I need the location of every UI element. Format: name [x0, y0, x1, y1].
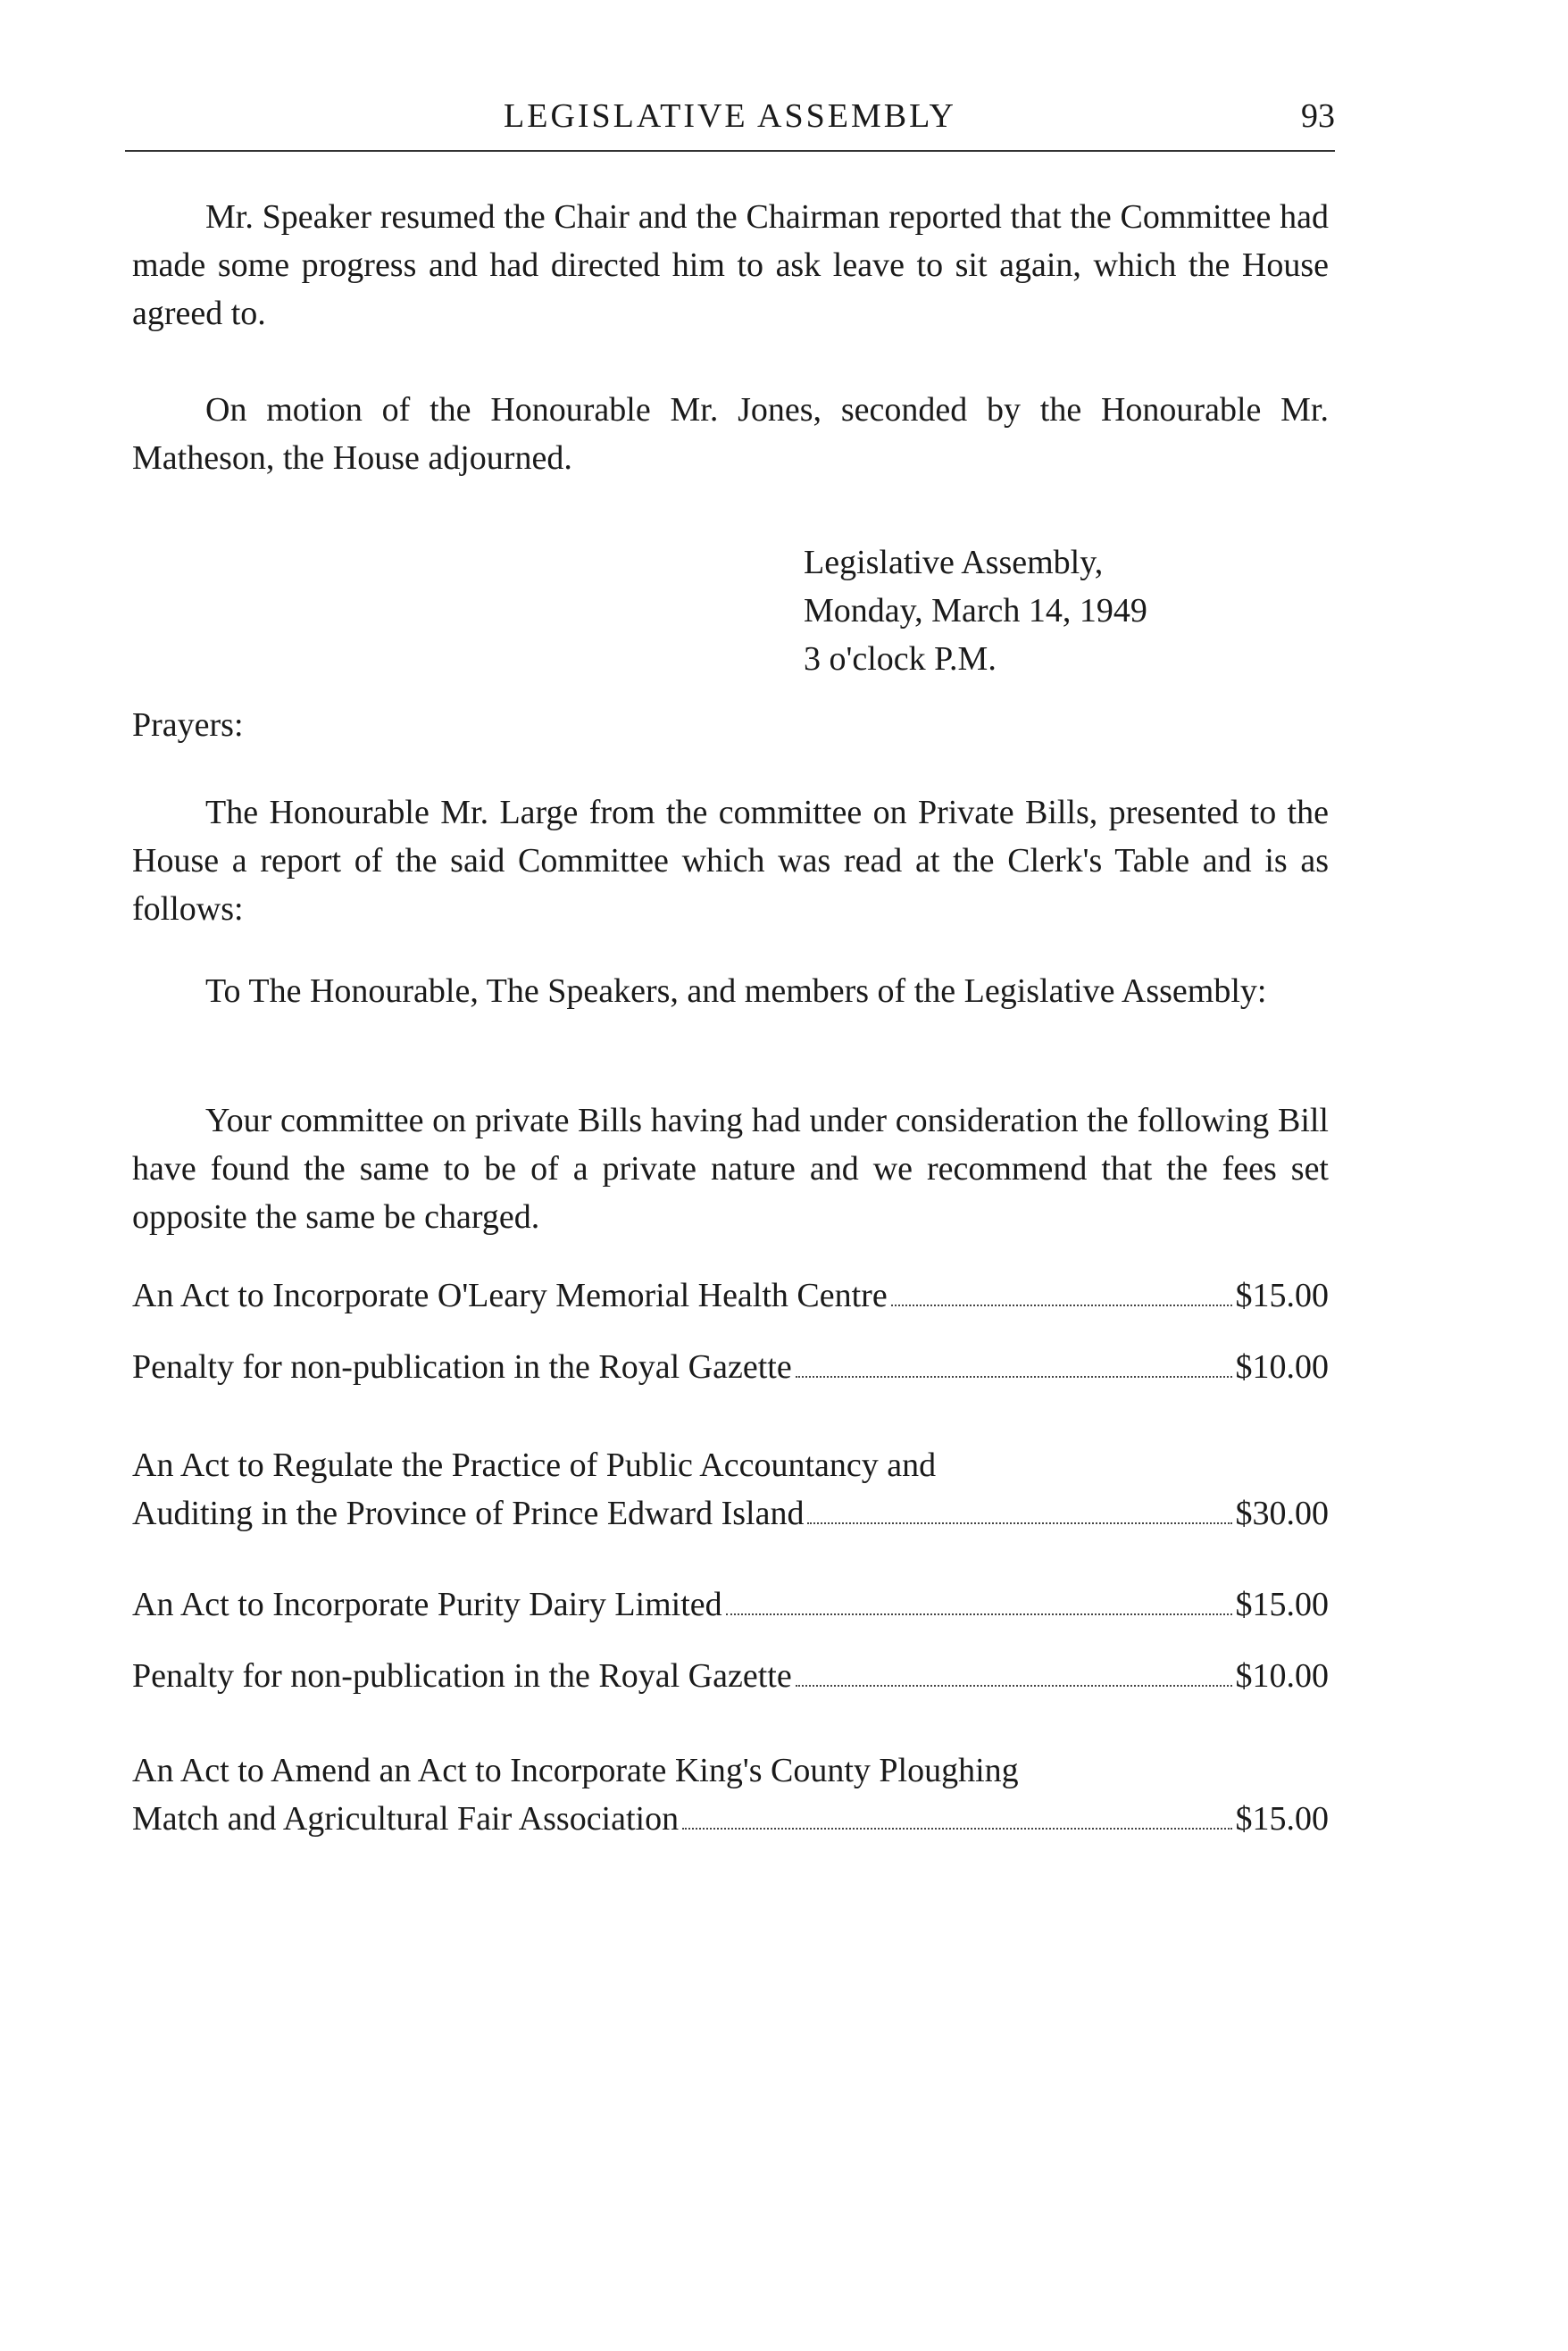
dot-leader: [726, 1613, 1232, 1615]
fee-description: Penalty for non-publication in the Royal Gazette: [132, 1657, 792, 1695]
fee-description-line1: An Act to Regulate the Practice of Public Accountancy and: [132, 1446, 937, 1484]
fee-item: [132, 1652, 1329, 1700]
paragraph-text: To The Honourable, The Speakers, and members of the Legislative Assembly:: [205, 972, 1267, 1010]
report-body-paragraph: [132, 1096, 1329, 1241]
adjournment-paragraph: [132, 386, 1329, 482]
fee-amount: $10.00: [1235, 1657, 1329, 1695]
fee-description: An Act to Incorporate O'Leary Memorial Health Centre: [132, 1277, 888, 1314]
dateline-time: 3 o'clock P.M.: [804, 640, 997, 678]
fee-amount: $15.00: [1235, 1586, 1329, 1623]
fee-amount: $15.00: [1235, 1800, 1329, 1838]
dot-leader: [682, 1828, 1231, 1830]
fee-description: Auditing in the Province of Prince Edward Island: [132, 1495, 805, 1532]
paragraph-text: On motion of the Honourable Mr. Jones, seconded by the Honourable Mr. Matheson, the House adjourned.: [132, 391, 1329, 477]
speaker-resumed-paragraph: [132, 193, 1329, 338]
dot-leader: [891, 1305, 1232, 1306]
fee-amount: $10.00: [1235, 1348, 1329, 1386]
report-address-paragraph: [132, 967, 1329, 1015]
fee-description: Penalty for non-publication in the Royal Gazette: [132, 1348, 792, 1386]
header-rule: [125, 150, 1335, 152]
page-number: 93: [1301, 97, 1335, 135]
page-header: [125, 96, 1335, 150]
paragraph-text: The Honourable Mr. Large from the committee on Private Bills, presented to the House a report of the said Committee which was read at the Clerk's Table and is as follows:: [132, 794, 1329, 928]
fee-description: Match and Agricultural Fair Association: [132, 1800, 680, 1838]
paragraph-text: Mr. Speaker resumed the Chair and the Chairman reported that the Committee had made some progress and had directed him to ask leave to sit again, which the House agreed to.: [132, 198, 1329, 332]
dot-leader: [807, 1522, 1231, 1524]
dateline-date: Monday, March 14, 1949: [804, 592, 1147, 629]
dateline-assembly: Legislative Assembly,: [804, 544, 1104, 581]
fee-description: An Act to Incorporate Purity Dairy Limited: [132, 1586, 722, 1623]
dot-leader: [796, 1376, 1232, 1378]
fee-amount: $15.00: [1235, 1277, 1329, 1314]
fee-schedule: [132, 1271, 1329, 1843]
fee-item: [132, 1441, 1329, 1538]
fee-description-line1: An Act to Amend an Act to Incorporate King's County Ploughing: [132, 1752, 1019, 1789]
fee-item: [132, 1271, 1329, 1320]
fee-item: [132, 1343, 1329, 1391]
fee-amount: $30.00: [1235, 1495, 1329, 1532]
paragraph-text: Your committee on private Bills having had under consideration the following Bill have found the same to be of a private nature and we recommend that the fees set opposite the same be charged.: [132, 1102, 1329, 1236]
dot-leader: [796, 1685, 1232, 1687]
fee-item: [132, 1580, 1329, 1629]
report-intro-paragraph: [132, 788, 1329, 933]
prayers-heading: Prayers:: [132, 706, 244, 744]
sitting-dateline: [804, 538, 1147, 683]
running-title: LEGISLATIVE ASSEMBLY: [504, 97, 956, 135]
fee-item: [132, 1747, 1329, 1843]
